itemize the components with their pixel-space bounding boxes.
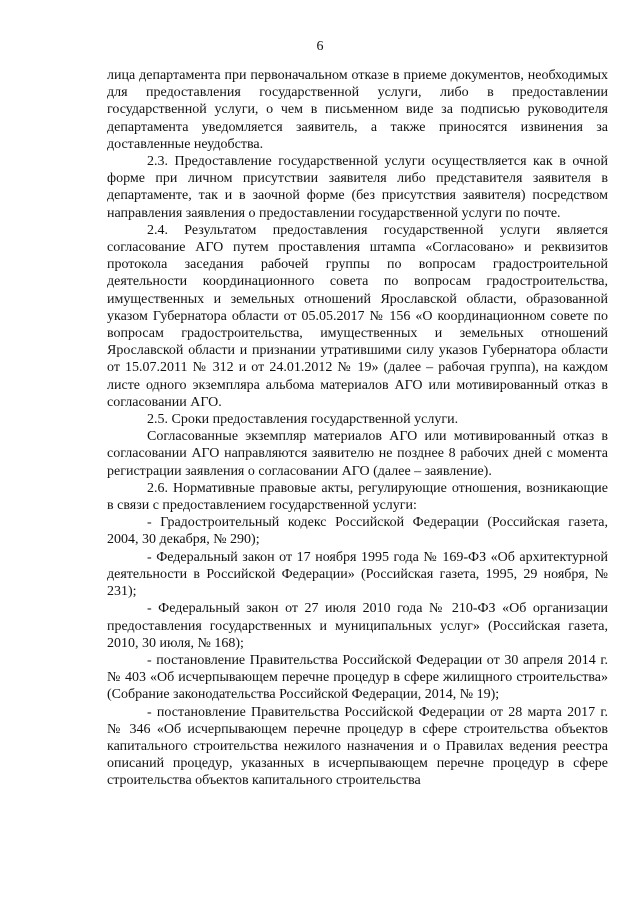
paragraph-cont-refusal: лица департамента при первоначальном отказе в приеме документов, необходимых для предоставления государственной услуги, либо в предоставлении государственной услуги, о чем в письменном виде за подписью руководителя департамента уведомляется заявитель, а также приносятся извинения за доставленные неудобства.	[107, 68, 608, 152]
list-item-pp-346: - постановление Правительства Российской Федерации от 28 марта 2017 г. № 346 «Об исчерпывающем перечне процедур в сфере строительства объектов капитального строительства нежилого назначения и о Правилах ведения реестра описаний процедур, указанных в исчерпывающем перечне процедур в сфере строительства объектов капитального строительства	[107, 704, 608, 789]
paragraph-2-6: 2.6. Нормативные правовые акты, регулирующие отношения, возникающие в связи с предоставлением государственной услуги:	[107, 480, 608, 514]
paragraph-2-5-deadline: Согласованные экземпляр материалов АГО или мотивированный отказ в согласовании АГО направляются заявителю не позднее 8 рабочих дней с момента регистрации заявления о согласовании АГО (далее – заявление).	[107, 429, 608, 479]
body-text	[107, 67, 608, 790]
list-item-fz-210: - Федеральный закон от 27 июля 2010 года № 210-ФЗ «Об организации предоставления государственных и муниципальных услуг» (Российская газета, 2010, 30 июля, № 168);	[107, 601, 608, 651]
list-item-grad-code: - Градостроительный кодекс Российской Федерации (Российская газета, 2004, 30 декабря, № 290);	[107, 515, 608, 548]
list-item-fz-169: - Федеральный закон от 17 ноября 1995 года № 169-ФЗ «Об архитектурной деятельности в Российской Федерации» (Российская газета, 1995, 29 ноября, № 231);	[107, 549, 608, 600]
paragraph-2-5: 2.5. Сроки предоставления государственной услуги.	[147, 412, 459, 428]
paragraph-2-4: 2.4. Результатом предоставления государственной услуги является согласование АГО путем проставления штампа «Согласовано» и реквизитов протокола заседания рабочей группы по вопросам градостроительной деятельности координационного совета по вопросам градостроительства, имущественных и земельных отношений Ярославской области, образованной указом Губернатора области от 05.05.2017 № 156 «О координационном совете по вопросам градостроительства, имущественных и земельных отношений Ярославской области и признании утратившими силу указов Губернатора области от 15.07.2011 № 312 и от 24.01.2012 № 19» (далее – рабочая группа), на каждом листе одного экземпляра альбома материалов АГО или мотивированный отказ в согласовании АГО.	[107, 222, 608, 410]
list-item-pp-403: - постановление Правительства Российской Федерации от 30 апреля 2014 г. № 403 «Об исчерпывающем перечне процедур в сфере жилищного строительства» (Собрание законодательства Российской Федерации, 2014, № 19);	[107, 652, 608, 703]
paragraph-2-3: 2.3. Предоставление государственной услуги осуществляется как в очной форме при личном присутствии заявителя либо представителя заявителя в департаменте, так и в заочной форме (без присутствия заявителя) посредством направления заявления о предоставлении государственной услуги по почте.	[107, 154, 608, 221]
page-number: 6	[316, 39, 324, 54]
